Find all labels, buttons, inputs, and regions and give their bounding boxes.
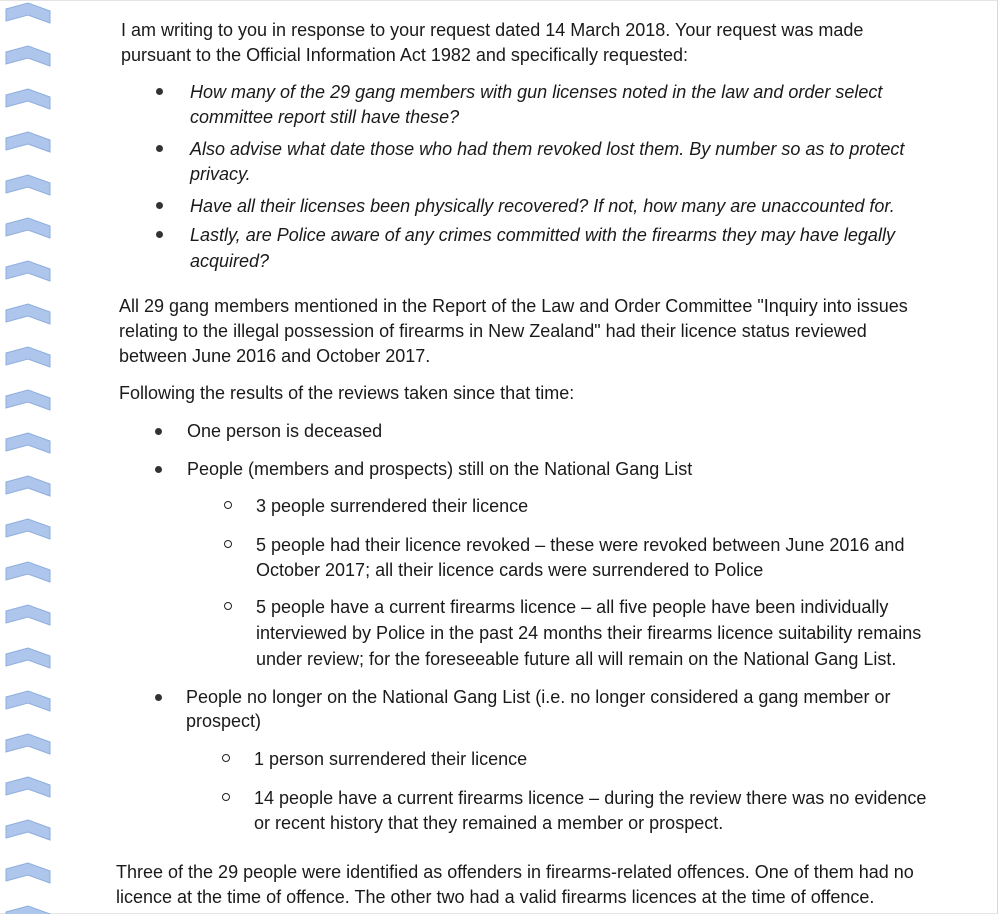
off-list-sub-2-line-2: or recent history that they remained a member or prospect.	[254, 813, 724, 833]
bullet-icon	[156, 202, 163, 209]
sub-bullet-icon	[224, 501, 232, 509]
result-off-list-label-line-1: People no longer on the National Gang List (i.e. no longer considered a gang member or	[186, 687, 891, 707]
sub-bullet-icon	[224, 602, 232, 610]
intro-line-2: pursuant to the Official Information Act 1982 and specifically requested:	[121, 45, 688, 65]
bullet-icon	[155, 466, 162, 473]
on-list-sub-2-line-1: 5 people had their licence revoked – these were revoked between June 2016 and	[256, 535, 905, 555]
question-4-line-2: acquired?	[190, 251, 270, 271]
bullet-icon	[156, 88, 163, 95]
off-list-sub-2-line-1: 14 people have a current firearms licence – during the review there was no evidence	[254, 788, 927, 808]
question-2-line-1: Also advise what date those who had them revoked lost them. By number so as to protect	[190, 139, 905, 159]
on-list-sub-3-line-3: under review; for the foreseeable future all will remain on the National Gang List.	[256, 649, 897, 669]
para3-line-1: Three of the 29 people were identified as offenders in firearms-related offences. One of them had no	[116, 862, 914, 882]
bullet-icon	[155, 694, 162, 701]
on-list-sub-3-line-2: interviewed by Police in the past 24 months their firearms licence suitability remains	[256, 623, 922, 643]
sub-bullet-icon	[222, 793, 230, 801]
para3-line-2: licence at the time of offence. The other two had a valid firearms licences at the time of offence.	[116, 887, 875, 907]
para1-line-1: All 29 gang members mentioned in the Report of the Law and Order Committee "Inquiry into issues	[119, 296, 908, 316]
bullet-icon	[156, 231, 163, 238]
question-1-line-1: How many of the 29 gang members with gun licenses noted in the law and order select	[190, 82, 883, 102]
sub-bullet-icon	[222, 754, 230, 762]
para1-line-2: relating to the illegal possession of firearms in New Zealand" had their licence status reviewed	[119, 321, 867, 341]
bullet-icon	[156, 145, 163, 152]
result-deceased: One person is deceased	[187, 421, 383, 441]
on-list-sub-1: 3 people surrendered their licence	[256, 496, 529, 516]
question-4-line-1: Lastly, are Police aware of any crimes committed with the firearms they may have legally	[190, 225, 895, 245]
result-on-list-label: People (members and prospects) still on the National Gang List	[187, 459, 693, 479]
result-off-list-label-line-2: prospect)	[186, 711, 262, 731]
question-3-line-1: Have all their licenses been physically recovered? If not, how many are unaccounted for.	[190, 196, 895, 216]
question-1-line-2: committee report still have these?	[190, 107, 460, 127]
para1-line-3: between June 2016 and October 2017.	[119, 346, 431, 366]
on-list-sub-2-line-2: October 2017; all their licence cards were surrendered to Police	[256, 560, 764, 580]
bullet-icon	[155, 428, 162, 435]
question-2-line-2: privacy.	[190, 164, 251, 184]
on-list-sub-3-line-1: 5 people have a current firearms licence – all five people have been individually	[256, 597, 889, 617]
sub-bullet-icon	[224, 540, 232, 548]
para2: Following the results of the reviews taken since that time:	[119, 383, 575, 403]
intro-line-1: I am writing to you in response to your request dated 14 March 2018. Your request was made	[121, 20, 864, 40]
off-list-sub-1: 1 person surrendered their licence	[254, 749, 528, 769]
